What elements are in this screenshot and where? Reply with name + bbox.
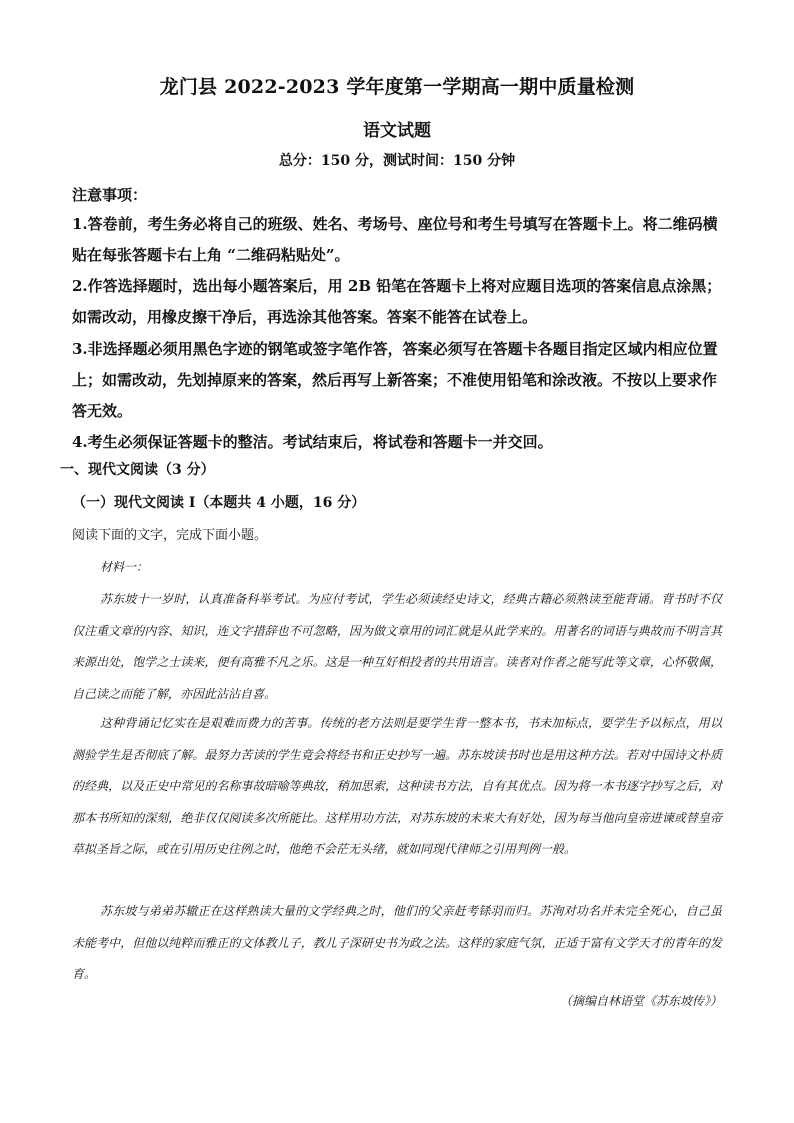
notice-heading: 注意事项： bbox=[72, 186, 148, 204]
reading-instruction: 阅读下面的文字，完成下面小题。 bbox=[72, 527, 268, 542]
material-paragraph: 苏东坡与弟弟苏辙正在这样熟读大量的文学经典之时，他们的父亲赶考铩羽而归。苏洵对功名并未完全死心，自己虽未能考中，但他以纯粹而雅正的文体教儿子，教儿子深研史书为政之法。这样的家庭气氛，正适于富有文学天才的青年的发育。 bbox=[72, 904, 722, 981]
exam-title: 龙门县 2022-2023 学年度第一学期高一期中质量检测 bbox=[159, 76, 635, 98]
subsection-heading: （一）现代文阅读 I（本题共 4 小题，16 分） bbox=[72, 495, 366, 511]
material-source: （摘编自林语堂《苏东坡传》） bbox=[559, 994, 722, 1008]
exam-meta: 总分：150 分，测试时间：150 分钟 bbox=[278, 153, 516, 169]
material-paragraph: 苏东坡十一岁时，认真准备科举考试。为应付考试，学生必须读经史诗文，经典古籍必须熟读至能背诵。背书时不仅仅注重文章的内容、知识，连文字措辞也不可忽略，因为做文章用的词汇就是从此学来的。用著名的词语与典故而不明言其来源出处，饱学之士读来，便有高雅不凡之乐。这是一种互好相投者的共用语言。读者对作者之能写此等文章，心怀敬佩，自己读之而能了解，亦因此沾沾自喜。 bbox=[72, 592, 722, 701]
notice-item-2: 2.作答选择题时，选出每小题答案后，用 2B 铅笔在答题卡上将对应题目选项的答案信息点涂黑；如需改动，用橡皮擦干净后，再选涂其他答案。答案不能答在试卷上。 bbox=[72, 277, 722, 326]
section-heading: 一、现代文阅读（3 分） bbox=[60, 462, 215, 478]
exam-subtitle: 语文试题 bbox=[363, 121, 431, 141]
notice-item-3: 3.非选择题必须用黑色字迹的钢笔或签字笔作答，答案必须写在答题卡各题目指定区域内相应位置上；如需改动，先划掉原来的答案，然后再写上新答案；不准使用铅笔和涂改液。不按以上要求作答无效。 bbox=[72, 340, 718, 420]
notice-item-1: 1.答卷前，考生务必将自己的班级、姓名、考场号、座位号和考生号填写在答题卡上。将二维码横贴在每张答题卡右上角 “二维码粘贴处”。 bbox=[72, 215, 718, 264]
notice-item-4: 4.考生必须保证答题卡的整洁。考试结束后，将试卷和答题卡一并交回。 bbox=[72, 433, 553, 451]
material-paragraph: 这种背诵记忆实在是艰难而费力的苦事。传统的老方法则是要学生背一整本书，书未加标点，要学生予以标点，用以测验学生是否彻底了解。最努力苦读的学生竟会将经书和正史抄写一遍。苏东坡读书时也是用这种方法。若对中国诗文朴质的经典，以及正史中常见的名称事故暗喻等典故，稍加思索，这种读书方法，自有其优点。因为将一本书逐字抄写之后，对那本书所知的深刻，绝非仅仅阅读多次所能比。这样用功方法，对苏东坡的未来大有好处，因为每当他向皇帝进谏或替皇帝草拟圣旨之际，或在引用历史往例之时，他绝不会茫无头绪，就如同现代律师之引用判例一般。 bbox=[72, 716, 722, 856]
material-label: 材料一： bbox=[100, 560, 149, 574]
